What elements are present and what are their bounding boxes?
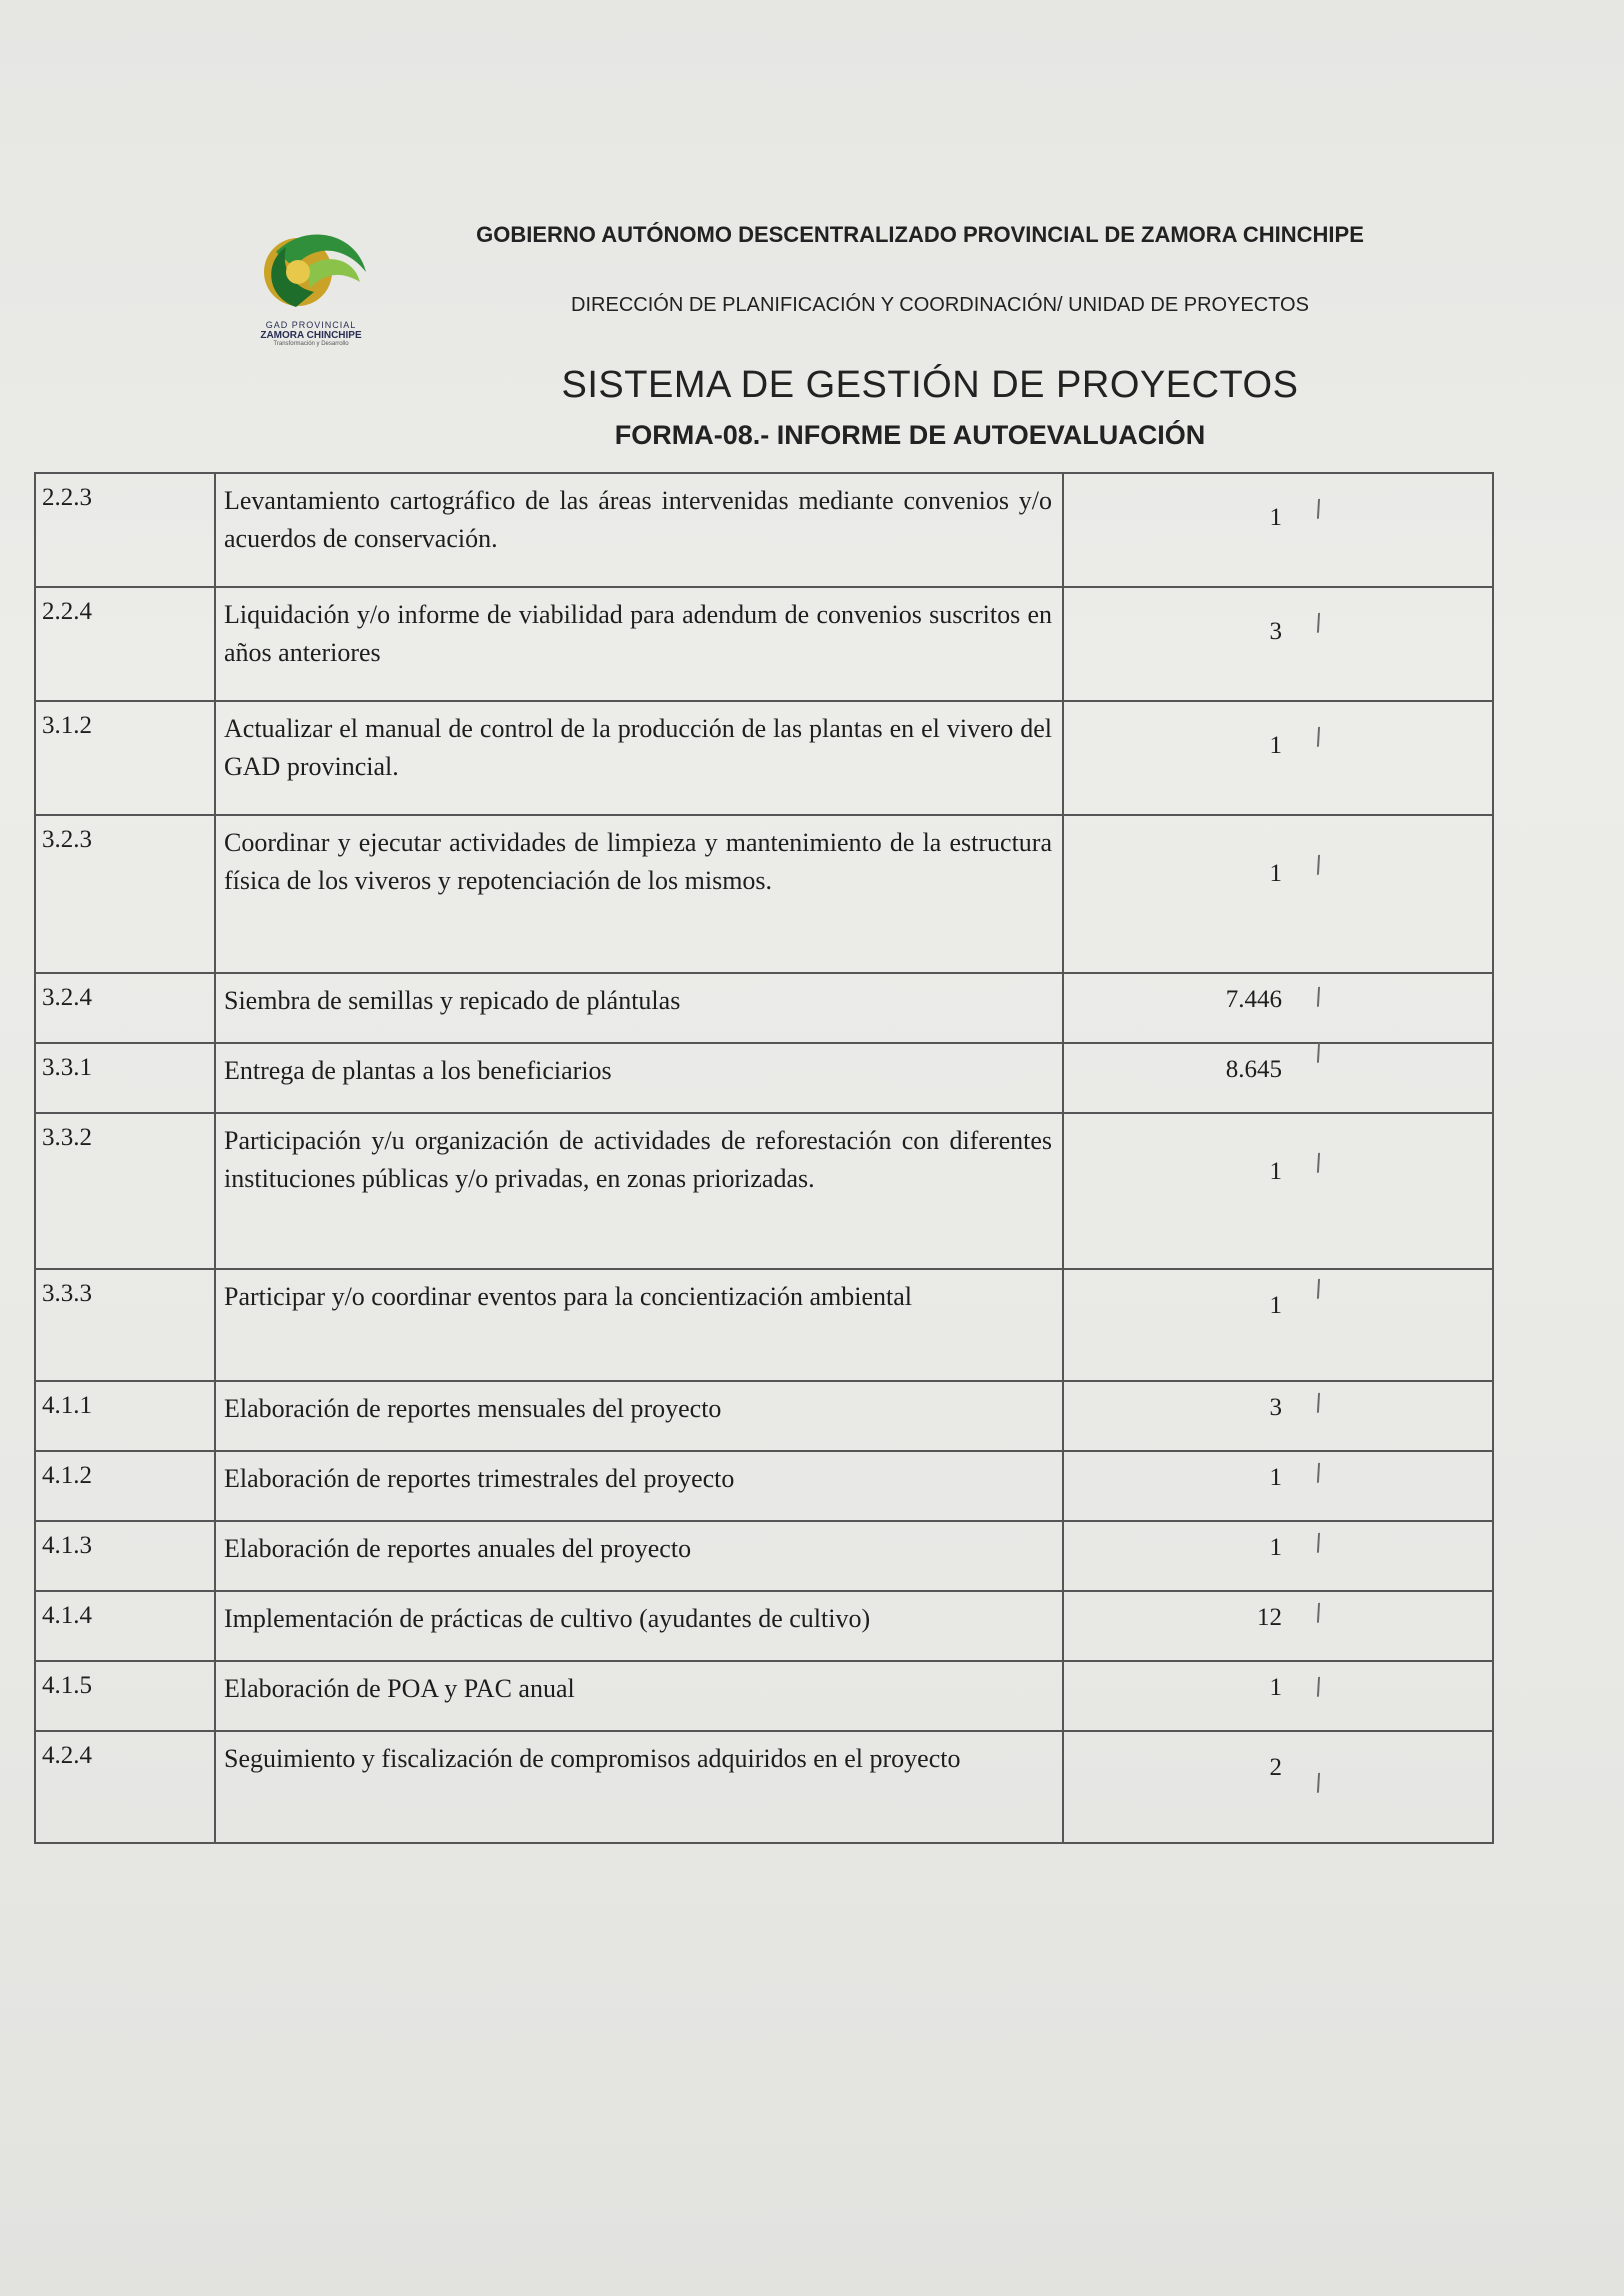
checkmark-icon: / (1311, 1457, 1325, 1489)
activity-value-cell (1063, 1731, 1493, 1843)
activity-description: Entrega de plantas a los beneficiarios (215, 1043, 1063, 1113)
activity-description: Liquidación y/o informe de viabilidad para adendum de convenios suscritos en años anteriores (215, 587, 1063, 701)
activity-description: Implementación de prácticas de cultivo (ayudantes de cultivo) (215, 1591, 1063, 1661)
activity-description: Elaboración de reportes trimestrales del proyecto (215, 1451, 1063, 1521)
activity-code: 4.2.4 (35, 1731, 215, 1843)
activity-code: 4.1.4 (35, 1591, 215, 1661)
activity-description: Siembra de semillas y repicado de plántulas (215, 973, 1063, 1043)
activity-value-cell (1063, 1113, 1493, 1269)
activity-value-cell (1063, 1451, 1493, 1521)
activity-code: 3.3.2 (35, 1113, 215, 1269)
activity-code: 3.3.3 (35, 1269, 215, 1381)
org-name: GOBIERNO AUTÓNOMO DESCENTRALIZADO PROVINCIAL DE ZAMORA CHINCHIPE (476, 222, 1364, 247)
checkmark-icon: / (1311, 493, 1325, 525)
activity-description: Participación y/u organización de actividades de reforestación con diferentes instituciones públicas y/o privadas, en zonas priorizadas. (215, 1113, 1063, 1269)
table-row (35, 815, 1493, 973)
checkmark-icon: / (1311, 1037, 1325, 1069)
activity-code: 3.2.4 (35, 973, 215, 1043)
table-row (35, 1591, 1493, 1661)
activity-value-cell (1063, 973, 1493, 1043)
activity-description: Coordinar y ejecutar actividades de limpieza y mantenimiento de la estructura física de los viveros y repotenciación de los mismos. (215, 815, 1063, 973)
checkmark-icon: / (1311, 721, 1325, 753)
activity-value: 1 (1269, 1464, 1282, 1491)
table-row (35, 1269, 1493, 1381)
department-name: DIRECCIÓN DE PLANIFICACIÓN Y COORDINACIÓN/ UNIDAD DE PROYECTOS (571, 294, 1309, 316)
activity-code: 3.2.3 (35, 815, 215, 973)
activity-value: 1 (1269, 1674, 1282, 1701)
activity-value: 1 (1269, 1158, 1282, 1185)
form-title: FORMA-08.- INFORME DE AUTOEVALUACIÓN (614, 420, 1206, 450)
table-row (35, 1661, 1493, 1731)
activity-value: 1 (1269, 1534, 1282, 1561)
table-row (35, 473, 1493, 587)
table-row (35, 973, 1493, 1043)
checkmark-icon: / (1311, 1597, 1325, 1629)
activity-code: 3.1.2 (35, 701, 215, 815)
checkmark-icon: / (1311, 1527, 1325, 1559)
activity-value: 1 (1269, 732, 1282, 759)
activity-description: Elaboración de reportes mensuales del proyecto (215, 1381, 1063, 1451)
checkmark-icon: / (1311, 607, 1325, 639)
activity-code: 4.1.1 (35, 1381, 215, 1451)
logo-caption (236, 320, 386, 347)
system-title: SISTEMA DE GESTIÓN DE PROYECTOS (561, 364, 1299, 406)
table-row (35, 701, 1493, 815)
table-row (35, 1731, 1493, 1843)
activity-description: Elaboración de POA y PAC anual (215, 1661, 1063, 1731)
activity-value: 1 (1269, 860, 1282, 887)
activity-value-cell (1063, 1591, 1493, 1661)
table-row (35, 1043, 1493, 1113)
activity-description: Participar y/o coordinar eventos para la concientización ambiental (215, 1269, 1063, 1381)
table-row (35, 1113, 1493, 1269)
table-row (35, 1381, 1493, 1451)
checkmark-icon: / (1311, 1273, 1325, 1305)
activity-code: 3.3.1 (35, 1043, 215, 1113)
activity-value-cell (1063, 1269, 1493, 1381)
table-row (35, 1521, 1493, 1591)
activity-description: Elaboración de reportes anuales del proyecto (215, 1521, 1063, 1591)
logo-line3: Transformación y Desarrollo (273, 341, 349, 347)
activity-value: 8.645 (1225, 1056, 1282, 1083)
activity-value-cell (1063, 1381, 1493, 1451)
activity-description: Seguimiento y fiscalización de compromisos adquiridos en el proyecto (215, 1731, 1063, 1843)
logo-line2: ZAMORA CHINCHIPE (260, 330, 362, 341)
checkmark-icon: / (1311, 1767, 1325, 1799)
checkmark-icon: / (1311, 981, 1325, 1013)
activity-code: 4.1.3 (35, 1521, 215, 1591)
evaluation-table (34, 472, 1494, 1844)
activity-description: Levantamiento cartográfico de las áreas intervenidas mediante convenios y/o acuerdos de conservación. (215, 473, 1063, 587)
activity-value-cell (1063, 1521, 1493, 1591)
activity-value-cell (1063, 587, 1493, 701)
activity-value: 1 (1269, 504, 1282, 531)
checkmark-icon: / (1311, 849, 1325, 881)
activity-description: Actualizar el manual de control de la producción de las plantas en el vivero del GAD provincial. (215, 701, 1063, 815)
activity-value: 7.446 (1225, 986, 1282, 1013)
activity-value: 12 (1257, 1604, 1282, 1631)
logo-line1: GAD PROVINCIAL (265, 320, 357, 330)
activity-code: 2.2.3 (35, 473, 215, 587)
activity-code: 4.1.5 (35, 1661, 215, 1731)
activity-code: 4.1.2 (35, 1451, 215, 1521)
activity-value-cell (1063, 1661, 1493, 1731)
checkmark-icon: / (1311, 1671, 1325, 1703)
activity-value: 2 (1269, 1754, 1282, 1781)
activity-value: 1 (1269, 1292, 1282, 1319)
checkmark-icon: / (1311, 1147, 1325, 1179)
activity-value-cell (1063, 1037, 1493, 1113)
activity-value-cell (1063, 701, 1493, 815)
activity-value: 3 (1269, 618, 1282, 645)
activity-value-cell (1063, 473, 1493, 587)
checkmark-icon: / (1311, 1387, 1325, 1419)
table-row (35, 1451, 1493, 1521)
activity-code: 2.2.4 (35, 587, 215, 701)
activity-value: 3 (1269, 1394, 1282, 1421)
activity-value-cell (1063, 815, 1493, 973)
table-row (35, 587, 1493, 701)
